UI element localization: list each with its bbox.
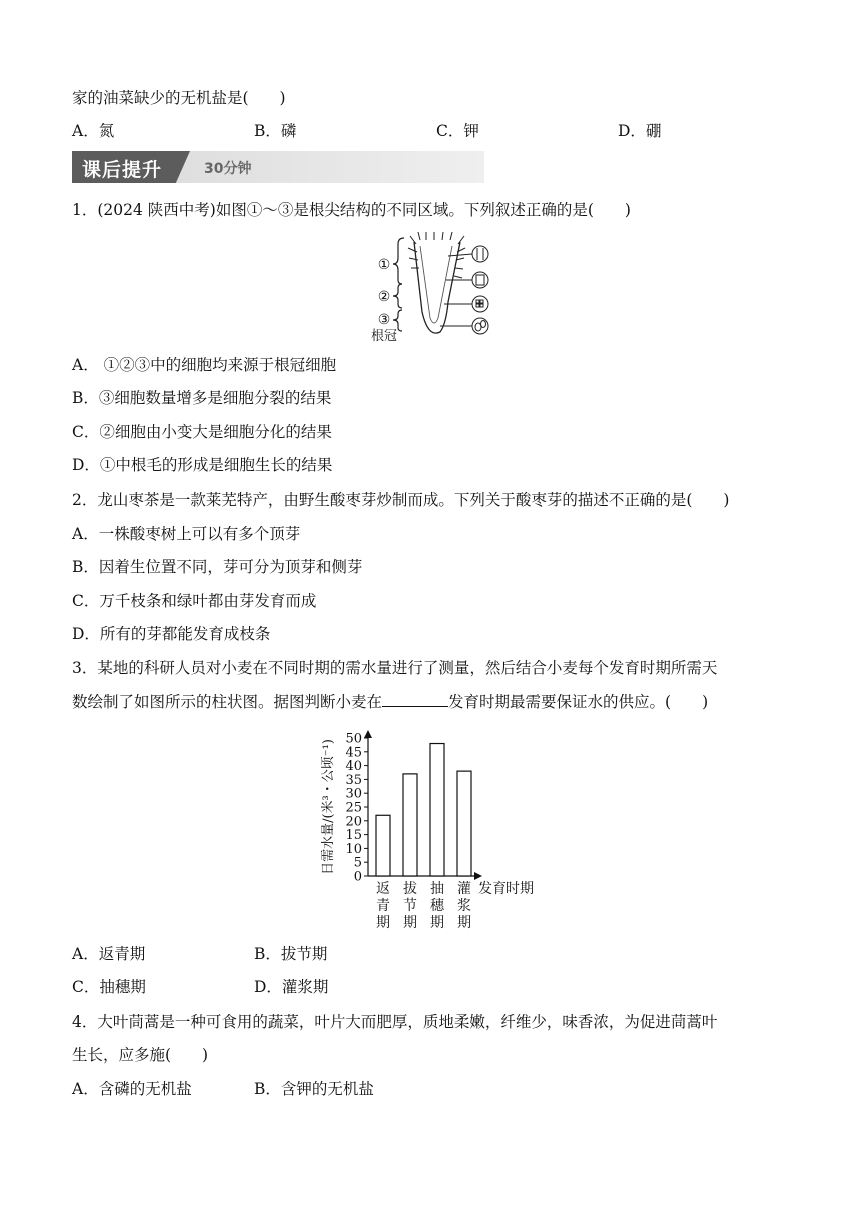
question-4-stem-line-1: 4．大叶茼蒿是一种可食用的蔬菜，叶片大而肥厚，质地柔嫩，纤维少，味香浓，为促进茼蒿叶 — [72, 1013, 718, 1031]
question-3-option-d: D．灌浆期 — [254, 978, 329, 996]
question-1-option-a: A． ①②③中的细胞均来源于根冠细胞 — [72, 356, 337, 374]
question-3-stem-part-a: 数绘制了如图所示的柱状图。据图判断小麦在 — [72, 693, 383, 711]
x-tick-label: 期 — [430, 915, 444, 931]
question-2-option-a: A．一株酸枣树上可以有多个顶芽 — [72, 525, 301, 543]
y-tick-label: 40 — [345, 759, 362, 775]
x-tick-label: 期 — [457, 915, 471, 931]
option-a: A．氮 — [72, 122, 115, 140]
root-tip-figure — [364, 232, 496, 344]
section-banner — [72, 151, 484, 183]
bar-1 — [376, 815, 390, 876]
y-tick-label: 30 — [345, 786, 362, 802]
y-tick-label: 20 — [345, 814, 362, 830]
x-tick-label: 穗 — [430, 898, 444, 914]
figure-label-3: ③ — [377, 312, 391, 328]
bar-4 — [457, 771, 471, 876]
question-3-option-b: B．拔节期 — [254, 945, 328, 963]
x-tick-label: 期 — [403, 915, 417, 931]
x-tick-label: 节 — [403, 898, 417, 914]
x-tick-label: 抽 — [430, 881, 444, 897]
y-tick-label: 50 — [345, 731, 362, 747]
question-3-stem-line-2 — [72, 692, 708, 712]
x-tick-label: 青 — [376, 898, 390, 914]
question-2-stem: 2．龙山枣茶是一款莱芜特产，由野生酸枣芽炒制而成。下列关于酸枣芽的描述不正确的是( ) — [72, 491, 730, 509]
question-1-option-c: C．②细胞由小变大是细胞分化的结果 — [72, 423, 332, 441]
question-2-option-c: C．万千枝条和绿叶都由芽发育而成 — [72, 592, 317, 610]
option-c: C．钾 — [436, 122, 479, 140]
banner-title: 课后提升 — [82, 159, 163, 181]
question-text: 家的油菜缺少的无机盐是( ) — [72, 89, 286, 107]
figure-label-root-cap: 根冠 — [370, 329, 398, 344]
x-axis-label: 发育时期 — [478, 881, 534, 897]
question-3-stem-part-b: 发育时期最需要保证水的供应。( ) — [448, 693, 709, 711]
bar-2 — [403, 774, 417, 876]
question-2-option-b: B．因着生位置不同，芽可分为顶芽和侧芽 — [72, 558, 363, 576]
x-tick-label: 拔 — [403, 881, 417, 897]
y-tick-label: 15 — [345, 828, 362, 844]
option-b: B．磷 — [254, 122, 297, 140]
y-tick-label: 45 — [345, 745, 362, 761]
bar-3 — [430, 744, 444, 876]
question-1-option-b: B．③细胞数量增多是细胞分裂的结果 — [72, 389, 332, 407]
y-axis-arrow — [364, 730, 372, 738]
question-3-stem-line-1: 3．某地的科研人员对小麦在不同时期的需水量进行了测量，然后结合小麦每个发育时期所需天 — [72, 659, 718, 677]
x-axis-arrow — [474, 872, 482, 880]
y-tick-label: 0 — [353, 869, 362, 885]
x-tick-label: 返 — [376, 881, 390, 897]
question-2-option-d: D．所有的芽都能发育成枝条 — [72, 625, 271, 643]
y-axis-label: 日需水量/(米³・公顷⁻¹) — [321, 739, 336, 875]
question-1-stem: 1．(2024 陕西中考)如图①～③是根尖结构的不同区域。下列叙述正确的是( ) — [72, 201, 631, 219]
y-tick-label: 25 — [345, 800, 362, 816]
question-3-option-c: C．抽穗期 — [72, 978, 146, 996]
x-tick-label: 浆 — [457, 898, 471, 914]
water-demand-bar-chart — [312, 728, 552, 934]
figure-label-1: ① — [377, 257, 391, 273]
y-tick-label: 5 — [353, 855, 362, 871]
question-4-stem-line-2: 生长，应多施( ) — [72, 1046, 209, 1064]
x-tick-label: 期 — [376, 915, 390, 931]
question-1-option-d: D．①中根毛的形成是细胞生长的结果 — [72, 456, 333, 474]
y-tick-label: 35 — [345, 772, 362, 788]
question-3-option-a: A．返青期 — [72, 945, 146, 963]
option-d: D．硼 — [618, 122, 662, 140]
figure-label-2: ② — [377, 289, 391, 305]
answer-blank — [382, 692, 448, 707]
banner-time-label: 30分钟 — [204, 161, 252, 177]
x-tick-label: 灌 — [457, 881, 471, 897]
question-4-option-a: A．含磷的无机盐 — [72, 1080, 192, 1098]
question-4-option-b: B．含钾的无机盐 — [254, 1080, 374, 1098]
y-tick-label: 10 — [345, 841, 362, 857]
